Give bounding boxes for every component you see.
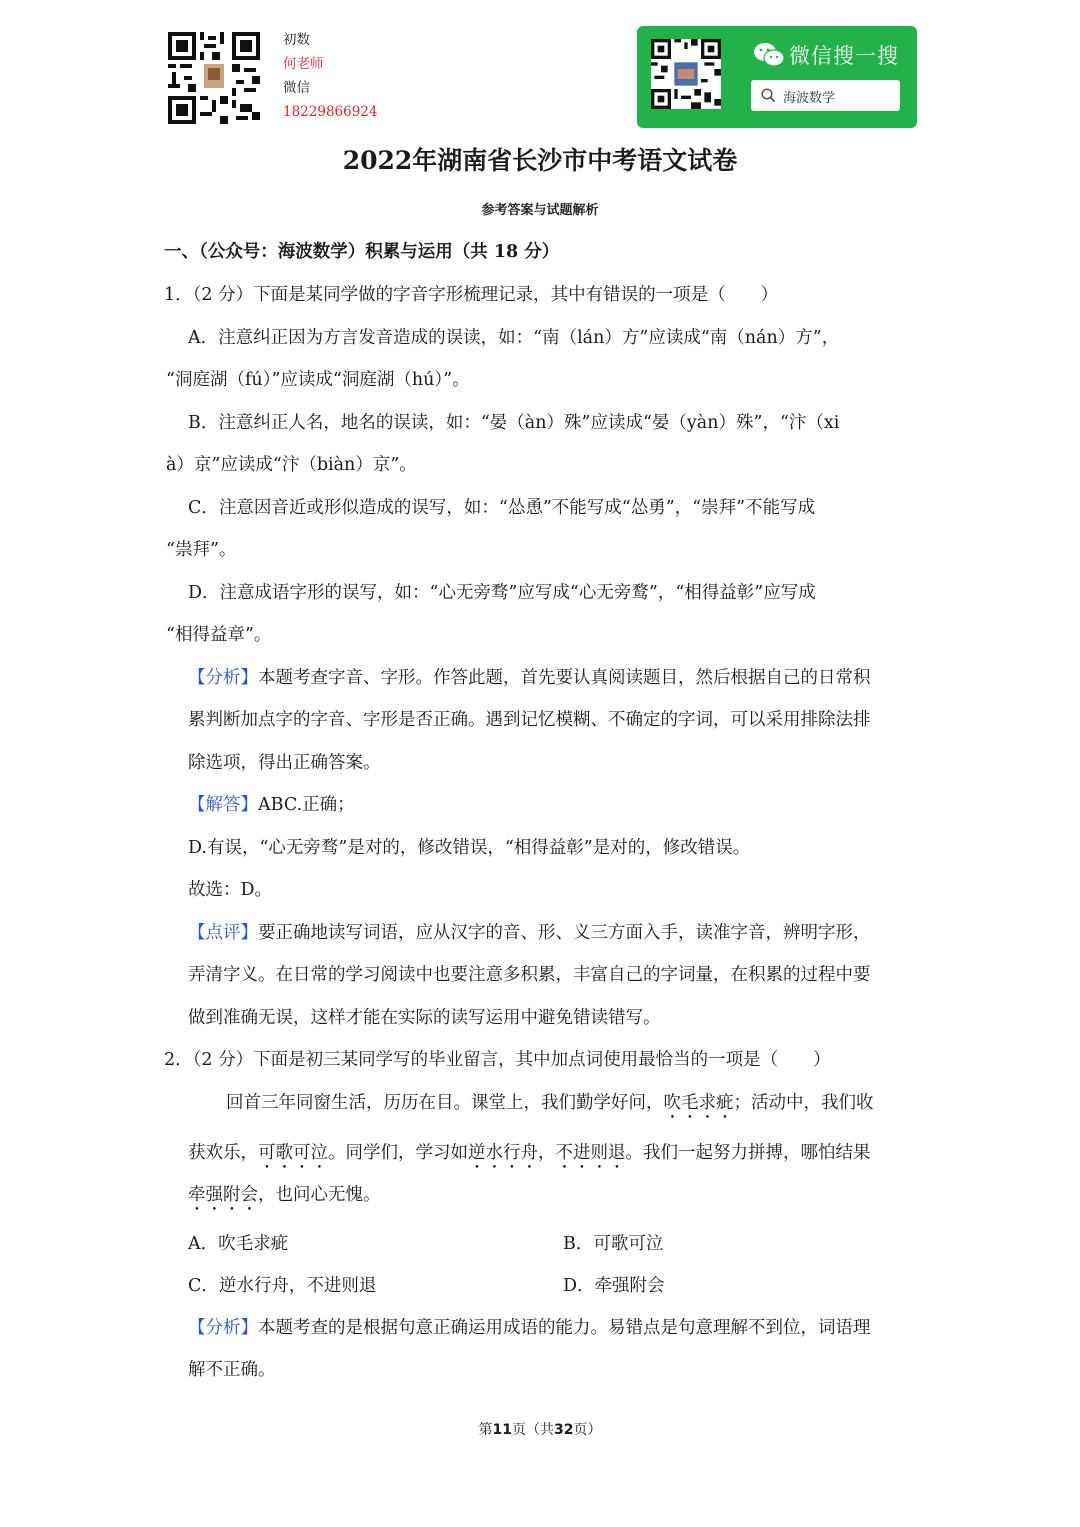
contact-wechat-label: 微信 <box>283 80 310 96</box>
q2-stem: 2．（2 分）下面是初三某同学写的毕业留言，其中加点词使用最恰当的一项是（ ） <box>164 1050 831 1070</box>
wechat-search-box <box>751 80 900 111</box>
q1-answer-label: 【解答】 <box>188 795 258 815</box>
document-subtitle: 参考答案与试题解析 <box>481 203 599 218</box>
q2-option-b: B．可歌可泣 <box>563 1234 664 1254</box>
q1-option-b-line2: à）京”应读成“汴（biàn）京”。 <box>166 455 417 475</box>
q1-option-c-line2: “祟拜”。 <box>166 540 237 560</box>
q1-answer-line3: 故选：D。 <box>188 880 273 900</box>
q1-comment-line2: 弄清字义。在日常的学习阅读中也要注意多积累，丰富自己的字词量，在积累的过程中要 <box>188 965 871 985</box>
contact-phone: 18229866924 <box>283 104 378 120</box>
q1-option-a-line2: “洞庭湖（fú）”应读成“洞庭湖（hú）”。 <box>166 370 470 390</box>
contact-info <box>283 28 377 124</box>
q2-passage-line2 <box>188 1141 871 1173</box>
search-icon <box>761 88 776 103</box>
wechat-logo-icon <box>753 42 785 68</box>
q1-analysis-line1 <box>188 666 871 690</box>
q2-option-c: C．逆水行舟，不进则退 <box>188 1276 377 1296</box>
q2-analysis-line2: 解不正确。 <box>188 1360 276 1380</box>
q1-answer-line2: D.有误，“心无旁骛”是对的，修改错误，“相得益彰”是对的，修改错误。 <box>188 838 751 858</box>
q1-stem: 1．（2 分）下面是某同学做的字音字形梳理记录，其中有错误的一项是（ ） <box>164 285 779 305</box>
q2-dotted-word-c: 逆水行舟，不进则退 <box>468 1143 626 1163</box>
page-footer <box>0 1419 1080 1439</box>
q1-comment-label: 【点评】 <box>188 923 258 943</box>
wechat-search-title: 微信搜一搜 <box>789 44 899 68</box>
q2-passage-text: 。同学们，学习如 <box>328 1143 468 1163</box>
wechat-qr-code <box>651 39 721 109</box>
q1-option-d-line1: D．注意成语字形的误写，如：“心无旁骛”应写成“心无旁鹜”，“相得益彰”应写成 <box>188 583 816 603</box>
q1-analysis-line2: 累判断加点字的字音、字形是否正确。遇到记忆模糊、不确定的字词，可以采用排除法排 <box>188 710 871 730</box>
contact-qr-code <box>168 32 260 124</box>
contact-line-subject: 初数 <box>283 32 310 48</box>
wechat-search-card <box>637 26 917 128</box>
q1-option-b-line1: B．注意纠正人名，地名的误读，如：“晏（àn）殊”应读成“晏（yàn）殊”，“汴（xi <box>188 413 840 433</box>
contact-teacher-name: 何老师 <box>283 56 324 72</box>
q1-option-c-line1: C．注意因音近或形似造成的误写，如：“怂恿”不能写成“怂勇”，“崇拜”不能写成 <box>188 498 816 518</box>
q1-comment-line1 <box>188 921 871 945</box>
footer-text: 页（共 <box>512 1422 554 1438</box>
q2-dotted-word-a: 吹毛求疵 <box>663 1093 734 1113</box>
footer-text: 第 <box>478 1422 493 1438</box>
q1-analysis-text1: 本题考查字音、字形。作答此题，首先要认真阅读题目，然后根据自己的日常积 <box>258 668 871 688</box>
q1-analysis-label: 【分析】 <box>188 668 258 688</box>
q2-dotted-word-d: 牵强附会 <box>188 1185 258 1205</box>
q1-option-d-line2: “相得益章”。 <box>166 625 272 645</box>
q2-dotted-word-b: 可歌可泣 <box>258 1143 328 1163</box>
q2-passage-text: 获欢乐， <box>188 1143 258 1163</box>
q1-comment-line3: 做到准确无误，这样才能在实际的读写运用中避免错读错写。 <box>188 1008 661 1028</box>
q1-option-a-line1: A．注意纠正因为方言发音造成的误读，如：“南（lán）方”应读成“南（nán）方”， <box>188 328 840 348</box>
q2-passage-line3 <box>188 1183 381 1215</box>
q1-answer-line1 <box>188 793 355 817</box>
q2-analysis-line1 <box>188 1316 871 1340</box>
q2-passage-text: 回首三年同窗生活，历历在目。课堂上，我们勤学好问， <box>226 1093 664 1113</box>
q1-analysis-line3: 除选项，得出正确答案。 <box>188 753 381 773</box>
q2-passage-text: 。我们一起努力拼搏，哪怕结果 <box>625 1143 871 1163</box>
q2-passage-text: ，也问心无愧。 <box>258 1185 381 1205</box>
wechat-search-text: 海波数学 <box>783 91 836 106</box>
q2-passage-line1 <box>226 1091 874 1123</box>
q2-option-a: A．吹毛求疵 <box>188 1234 289 1254</box>
q2-analysis-label: 【分析】 <box>188 1318 258 1338</box>
footer-page-number: 11 <box>492 1422 512 1438</box>
q1-comment-text1: 要正确地读写词语，应从汉字的音、形、义三方面入手，读准字音，辨明字形， <box>258 923 871 943</box>
footer-text: 页） <box>573 1422 602 1438</box>
footer-total-pages: 32 <box>554 1422 574 1438</box>
q2-analysis-text1: 本题考查的是根据句意正确运用成语的能力。易错点是句意理解不到位，词语理 <box>258 1318 871 1338</box>
q1-answer-text1: ABC.正确； <box>258 795 355 815</box>
document-title: 2022年湖南省长沙市中考语文试卷 <box>342 146 738 175</box>
q2-passage-text: ；活动中，我们收 <box>733 1093 874 1113</box>
q2-option-d: D．牵强附会 <box>563 1276 665 1296</box>
section-heading: 一、（公众号：海波数学）积累与运用（共 18 分） <box>164 242 560 262</box>
